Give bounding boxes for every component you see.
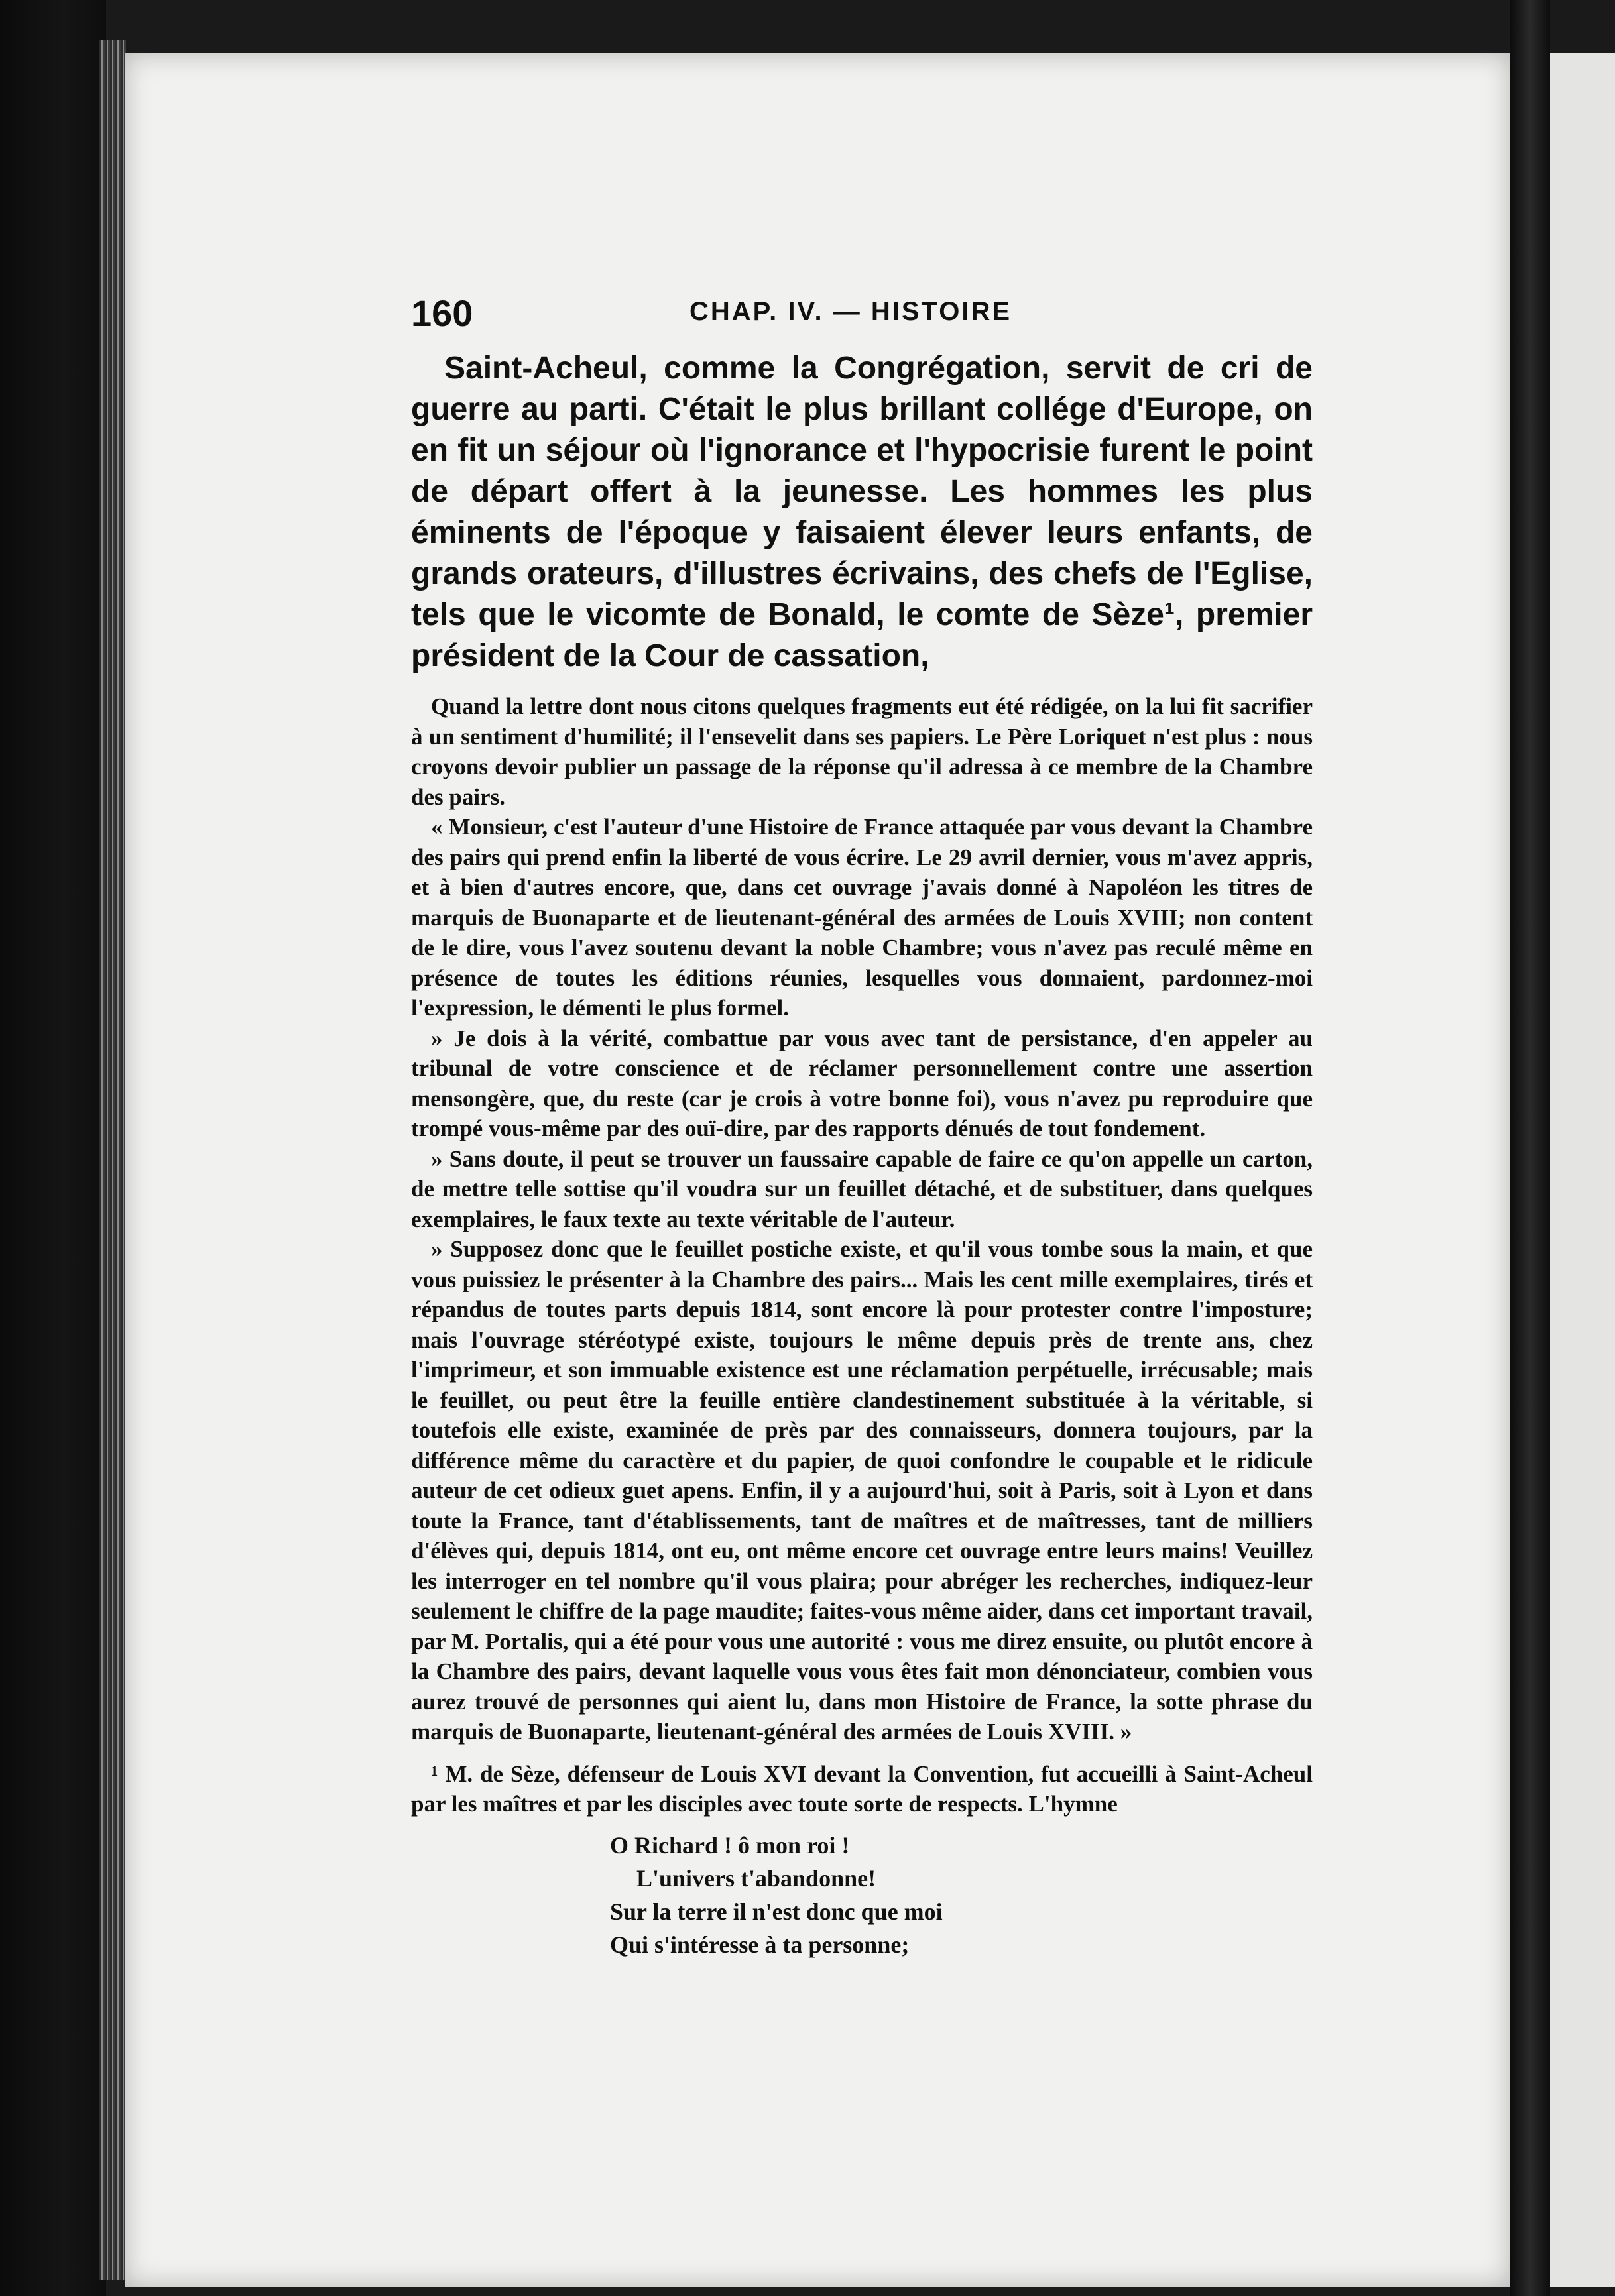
page-number: 160 bbox=[411, 292, 473, 334]
book-gutter bbox=[1510, 0, 1550, 2296]
letter-paragraph: « Monsieur, c'est l'auteur d'une Histoire de France attaquée par vous devant la Chambre des pairs qui prend enfin la liberté de vous écrire. Le 29 avril dernier, vous m'avez appris, et à bien d'autres encore, que, dans cet ouvrage j'avais donné à Napoléon les titres de marquis de Buonaparte et de lieutenant-général des armées de Louis XVIII; non content de le dire, vous l'avez soutenu devant la noble Chambre; vous n'avez pas reculé même en présence de toutes les éditions réunies, lesquelles vous donnaient, pardonnez-moi l'expression, le démenti le plus formel. bbox=[411, 814, 1313, 1021]
hymn-line: O Richard ! ô mon roi ! bbox=[610, 1831, 850, 1859]
letter-paragraph: » Supposez donc que le feuillet postiche existe, et qu'il vous tombe sous la main, et que vous puissiez le présenter à la Chambre des pairs... Mais les cent mille exemplaires, tirés et répandus de toutes parts depuis 1814, sont encore là pour protester contre l'imposture; mais l'ouvrage stéréotypé existe, toujours le même depuis près de trente ans, chez l'imprimeur, et son immuable existence est une réclamation perpétuelle, irrécusable; mais le feuillet, ou peut être la feuille entière clandestinement substituée à la véritable, si toutefois elle existe, examinée de près par des connaisseurs, donnera toujours, par la différence même du caractère et du papier, de quoi confondre le coupable et le ridicule auteur de cet odieux guet apens. Enfin, il y a aujourd'hui, soit à Paris, soit à Lyon et dans toute la France, tant d'établissements, tant de maîtres et de maîtresses, tant de milliers d'élèves qui, depuis 1814, ont eu, ont même encore cet ouvrage entre leurs mains! Veuillez les interroger en tel nombre qu'il vous plaira; pour abréger les recherches, indiquez-leur seulement le chiffre de la page maudite; faites-vous même aider, dans cet important travail, par M. Portalis, qui a été pour vous une autorité : vous me direz ensuite, ou plutôt encore à la Chambre des pairs, devant laquelle vous vous êtes fait mon dénonciateur, combien vous aurez trouvé de personnes qui aient lu, dans mon Histoire de France, la sotte phrase du marquis de Buonaparte, lieutenant-général des armées de Louis XVIII. » bbox=[411, 1236, 1313, 1745]
page-body bbox=[411, 348, 1313, 1961]
footnote: ¹ M. de Sèze, défenseur de Louis XVI devant la Convention, fut accueilli à Saint-Acheul par les maîtres et par les disciples avec toute sorte de respects. L'hymne bbox=[411, 1760, 1313, 1817]
hymn-line: L'univers t'abandonne! bbox=[636, 1865, 876, 1892]
running-head bbox=[411, 292, 1313, 334]
hymn-line: Sur la terre il n'est donc que moi bbox=[610, 1898, 943, 1925]
hymn-line: Qui s'intéresse à ta personne; bbox=[610, 1931, 910, 1958]
main-paragraph: Saint-Acheul, comme la Congrégation, servit de cri de guerre au parti. C'était le plus brillant collége d'Europe, on en fit un séjour où l'ignorance et l'hypocrisie furent le point de départ offert à la jeunesse. Les hommes les plus éminents de l'époque y faisaient élever leurs enfants, de grands orateurs, d'illustres écrivains, des chefs de l'Eglise, tels que le vicomte de Bonald, le comte de Sèze¹, premier président de la Cour de cassation, bbox=[411, 351, 1313, 673]
page-stack-edge bbox=[99, 40, 126, 2280]
letter-paragraph: » Je dois à la vérité, combattue par vous avec tant de persistance, d'en appeler au tribunal de votre conscience et de réclamer personnellement contre une assertion mensongère, que, du reste (car je crois à votre bonne foi), vous n'avez pu reproduire que trompé vous-même par des ouï-dire, par des rapports dénués de tout fondement. bbox=[411, 1025, 1313, 1141]
scan-left-edge bbox=[0, 0, 106, 2296]
note-paragraph: Quand la lettre dont nous citons quelques fragments eut été rédigée, on la lui fit sacrifier à un sentiment d'humilité; il l'ensevelit dans ses papiers. Le Père Loriquet n'est plus : nous croyons devoir publier un passage de la réponse qu'il adressa à ce membre de la Chambre des pairs. bbox=[411, 693, 1313, 810]
facing-page-edge bbox=[1550, 53, 1615, 2287]
chapter-title: CHAP. IV. — HISTOIRE bbox=[689, 297, 1012, 326]
hymn-verse bbox=[610, 1829, 1313, 1961]
letter-paragraph: » Sans doute, il peut se trouver un faussaire capable de faire ce qu'on appelle un carton, de mettre telle sottise qu'il voudra sur un feuillet détaché, et de substituer, dans quelques exemplaires, le faux texte au texte véritable de l'auteur. bbox=[411, 1145, 1313, 1232]
